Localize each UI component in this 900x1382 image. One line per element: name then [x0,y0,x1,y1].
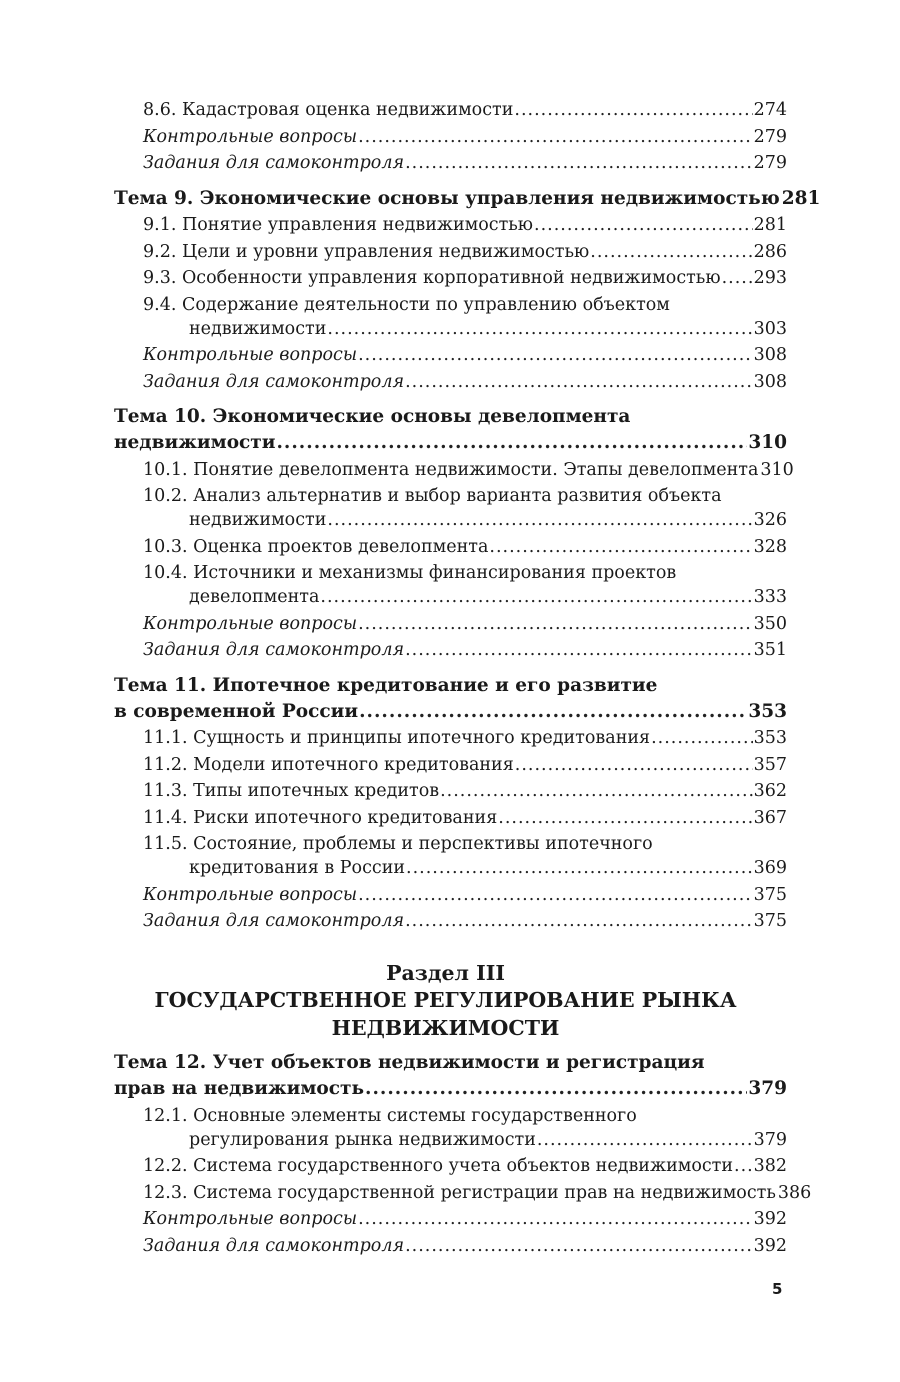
toc-page-number: 379 [748,1078,787,1099]
toc-page-number: 310 [748,432,787,453]
toc-page-number: 375 [753,884,787,905]
toc-entry-title: 12.3. Система государственной регистрации прав на недвижимость [143,1182,776,1203]
toc-entry [114,585,787,610]
dot-leader [405,638,753,663]
toc-page-number: 310 [760,459,794,480]
toc-entry [114,726,787,751]
toc-entry-title-line: Тема 10. Экономические основы девелопмента [114,406,631,427]
toc-entry-title: 8.6. Кадастровая оценка недвижимости [143,100,514,120]
toc-entry-title: Задания для самоконтроля [143,1235,405,1256]
dot-leader [651,726,753,751]
dot-leader [405,370,753,395]
toc-entry-title: в современной России [114,700,359,722]
dot-leader [358,125,753,150]
dot-leader [537,1128,753,1153]
toc-entry [114,1154,787,1179]
toc-page-number: 379 [753,1129,787,1150]
toc-entry [114,535,787,560]
toc-entry [114,1234,787,1259]
toc-entry-title: девелопмента [189,587,320,607]
toc-entry-title: кредитования в России [189,858,406,878]
toc-page-number: 353 [753,728,787,748]
toc-entry-title: Тема 9. Экономические основы управления недвижимостью [114,187,780,209]
toc-entry [114,458,794,483]
dot-leader [327,508,752,533]
toc-entry [114,612,787,637]
toc-page-number: 392 [753,1235,787,1256]
toc-page-number: 279 [753,126,787,147]
toc-entry-title: 10.1. Понятие девелопмента недвижимости. Этапы девелопмента [143,459,759,480]
toc-entry-title-line: Тема 11. Ипотечное кредитование и его развитие [114,674,658,696]
toc-entry-title-line: Тема 12. Учет объектов недвижимости и регистрация [114,1052,705,1073]
toc-entry [114,806,787,831]
toc-entry [114,508,787,533]
toc-page-number: 353 [748,700,787,722]
dot-leader [515,753,753,778]
spacer [114,1042,787,1050]
toc-page-number: 308 [753,345,787,365]
dot-leader [358,883,753,908]
toc-page-number: 375 [753,911,787,931]
spacer [114,396,787,404]
toc-entry-title: Задания для самоконтроля [143,371,405,392]
toc-page-number: 357 [753,754,787,775]
toc-entry-title: Контрольные вопросы [143,613,358,634]
toc-entry-title: Контрольные вопросы [143,884,358,905]
dot-leader [440,779,753,804]
toc-entry [114,1207,787,1232]
toc-page-number: 286 [753,241,787,262]
spacer [114,665,787,673]
spacer [114,936,787,960]
toc-entry [114,753,787,778]
toc-entry [114,213,787,238]
dot-leader [514,98,752,123]
toc-entry-title-line: 12.1. Основные элементы системы государственного [143,1105,637,1126]
toc-topic [114,1076,787,1102]
toc-entry-title: 11.3. Типы ипотечных кредитов [143,781,440,801]
toc-entry-title: Задания для самоконтроля [143,911,405,931]
toc-entry-title: 9.3. Особенности управления корпоративной недвижимостью [143,268,721,288]
toc-entry-title: регулирования рынка недвижимости [189,1129,536,1150]
section-heading-line: Раздел III [386,960,505,985]
toc-page-number: 293 [753,268,787,288]
toc-entry-title: Контрольные вопросы [143,1209,358,1229]
toc-page-number: 351 [753,640,787,660]
section-heading [104,960,787,1043]
toc-entry [114,125,787,150]
toc-entry-title: Задания для самоконтроля [143,640,405,660]
toc-entry-title: 11.1. Сущность и принципы ипотечного кредитования [143,728,651,748]
dot-leader [406,856,753,881]
dot-leader [489,535,752,560]
toc-page-number: 303 [753,318,787,339]
toc-entry [114,151,787,176]
toc-page-number: 328 [753,536,787,557]
toc-entry [114,240,787,265]
dot-leader [327,317,752,342]
toc-page-number: 382 [753,1156,787,1176]
dot-leader [498,806,752,831]
toc-entry [114,638,787,663]
section-heading-line: НЕДВИЖИМОСТИ [331,1015,560,1040]
toc-entry [114,98,787,123]
toc-topic [114,430,787,456]
dot-leader [405,1234,753,1259]
toc-entry-title-line: 9.4. Содержание деятельности по управлению объектом [143,294,670,315]
toc-entry [114,883,787,908]
dot-leader [405,151,753,176]
toc-entry [114,909,787,934]
toc-topic [114,186,821,212]
page-number: 5 [772,1280,783,1298]
dot-leader [734,1154,753,1179]
dot-leader [358,612,753,637]
dot-leader [320,585,752,610]
toc-page-number: 281 [753,215,787,235]
toc-entry [114,370,787,395]
toc-entry-title: Контрольные вопросы [143,345,358,365]
dot-leader [405,909,753,934]
toc-entry [114,1181,812,1206]
toc-entry [114,317,787,342]
toc-entry-title: недвижимости [189,318,327,339]
dot-leader [276,430,747,456]
toc-entry-title: Контрольные вопросы [143,126,358,147]
toc-page-number: 392 [753,1209,787,1229]
spacer [114,178,787,186]
toc-page-number: 274 [753,100,787,120]
toc-entry-title: 12.2. Система государственного учета объектов недвижимости [143,1156,734,1176]
toc-page-number: 326 [753,510,787,530]
table-of-contents [114,98,821,1260]
section-heading-line: ГОСУДАРСТВЕННОЕ РЕГУЛИРОВАНИЕ РЫНКА [154,988,737,1012]
toc-page-number: 281 [781,187,821,209]
toc-page-number: 350 [753,613,787,634]
toc-entry [114,343,787,368]
toc-page-number: 369 [753,858,787,878]
toc-entry [114,266,787,291]
toc-entry-title: Задания для самоконтроля [143,153,405,173]
toc-entry-title: прав на недвижимость [114,1078,365,1099]
toc-entry [114,779,787,804]
toc-entry-title: 11.2. Модели ипотечного кредитования [143,754,514,775]
toc-entry-title: 9.2. Цели и уровни управления недвижимостью [143,241,590,262]
toc-entry-title: 10.3. Оценка проектов девелопмента [143,536,489,557]
toc-page-number: 386 [777,1182,812,1203]
toc-entry [114,1128,787,1153]
toc-topic [114,699,787,725]
toc-entry-title-line: 10.2. Анализ альтернатив и выбор варианта развития объекта [143,486,722,506]
toc-page-number: 367 [753,807,787,828]
toc-page-number: 279 [753,153,787,173]
toc-page-number: 308 [753,371,787,392]
dot-leader [722,266,753,291]
toc-entry-title: 9.1. Понятие управления недвижимостью [143,215,534,235]
toc-entry-title-line: 11.5. Состояние, проблемы и перспективы ипотечного [143,834,653,854]
toc-entry-title: недвижимости [189,510,327,530]
dot-leader [590,240,752,265]
toc-entry-title: недвижимости [114,432,276,453]
dot-leader [358,343,753,368]
toc-page-number: 333 [753,587,787,607]
dot-leader [359,699,747,725]
dot-leader [358,1207,753,1232]
dot-leader [365,1076,747,1102]
dot-leader [534,213,753,238]
toc-entry [114,856,787,881]
toc-entry-title-line: 10.4. Источники и механизмы финансирования проектов [143,563,677,583]
toc-page-number: 362 [753,781,787,801]
toc-entry-title: 11.4. Риски ипотечного кредитования [143,807,498,828]
